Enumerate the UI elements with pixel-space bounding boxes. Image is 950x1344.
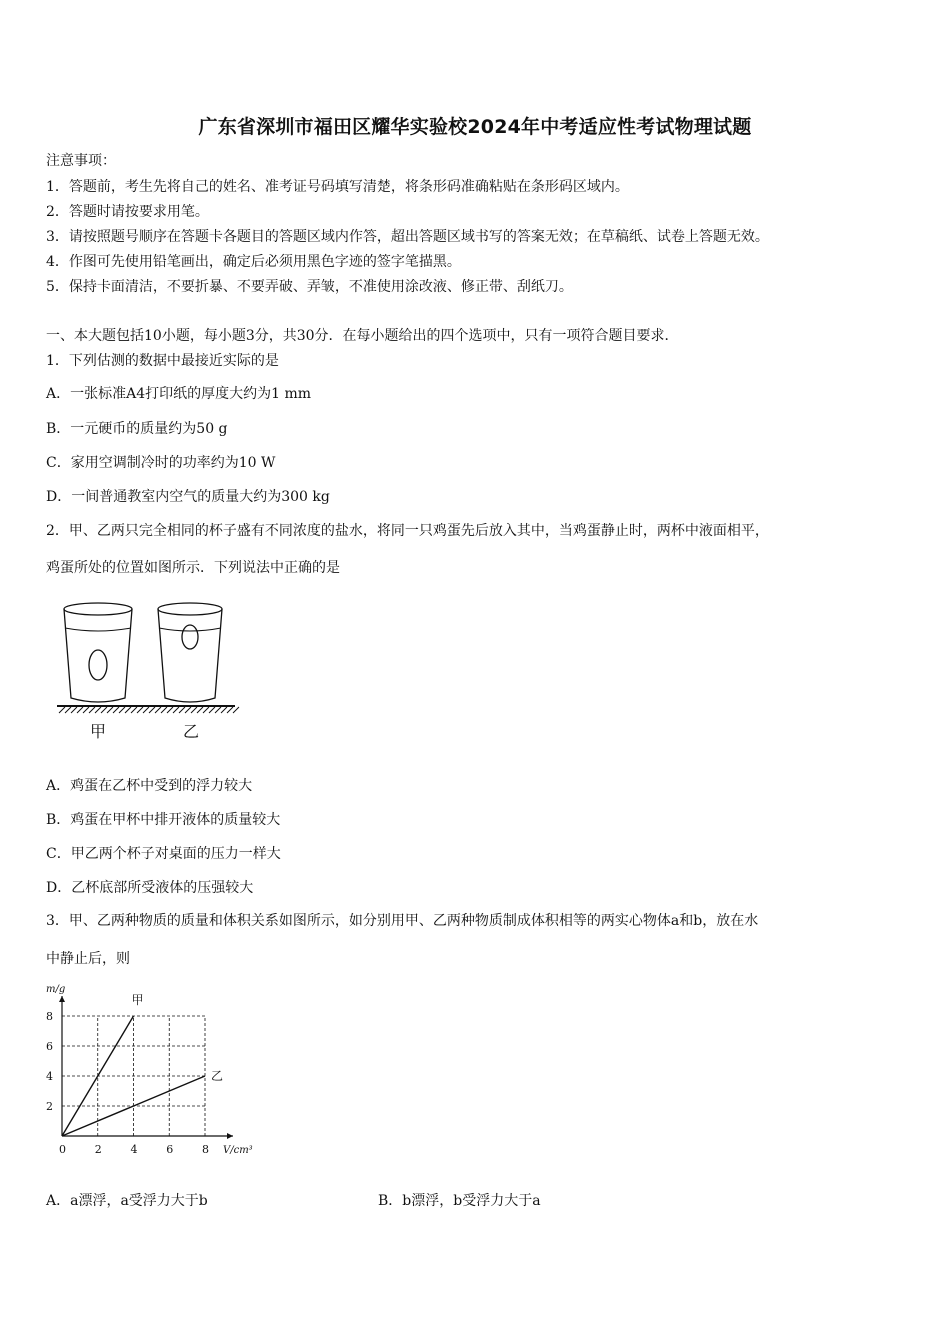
notice-item-2: 2．答题时请按要求用笔。 <box>46 204 209 220</box>
y-tick-label: 2 <box>46 1100 53 1113</box>
y-tick-label: 4 <box>46 1070 53 1083</box>
q3-stem-line2: 中静止后，则 <box>46 951 130 967</box>
y-axis-arrow <box>59 996 65 1002</box>
hatch-stroke <box>215 707 221 713</box>
q3-option-a: A．a漂浮，a受浮力大于b <box>46 1193 208 1209</box>
hatch-stroke <box>101 707 107 713</box>
q2-stem-line1: 2．甲、乙两只完全相同的杯子盛有不同浓度的盐水，将同一只鸡蛋先后放入其中，当鸡蛋静止时，两杯中液面相平， <box>46 523 769 539</box>
q1-option-a: A．一张标准A4打印纸的厚度大约为1 mm <box>46 386 312 402</box>
q2-option-b: B．鸡蛋在甲杯中排开液体的质量较大 <box>46 812 281 828</box>
section-heading: 一、本大题包括10小题，每小题3分，共30分．在每小题给出的四个选项中，只有一项符合题目要求． <box>46 328 679 344</box>
y-axis-label: m/g <box>46 984 66 995</box>
hatch-stroke <box>179 707 185 713</box>
hatch-stroke <box>83 707 89 713</box>
y-tick-label: 8 <box>46 1010 53 1023</box>
cup-yi <box>158 603 222 702</box>
notice-item-5: 5．保持卡面清洁，不要折暴、不要弄破、弄皱，不准使用涂改液、修正带、刮纸刀。 <box>46 279 573 295</box>
q3-option-b: B．b漂浮，b受浮力大于a <box>378 1193 541 1209</box>
x-tick-label: 0 <box>59 1143 66 1156</box>
table-hatching <box>59 707 239 713</box>
hatch-stroke <box>137 707 143 713</box>
mass-volume-chart <box>40 978 270 1168</box>
hatch-stroke <box>155 707 161 713</box>
q1-stem: 1．下列估测的数据中最接近实际的是 <box>46 353 279 369</box>
x-tick-label: 6 <box>166 1143 174 1156</box>
q1-option-d: D．一间普通教室内空气的质量大约为300 kg <box>46 489 330 505</box>
q2-option-a: A．鸡蛋在乙杯中受到的浮力较大 <box>46 778 253 794</box>
notice-item-1: 1．答题前，考生先将自己的姓名、准考证号码填写清楚，将条形码准确粘贴在条形码区域内。 <box>46 179 629 195</box>
hatch-stroke <box>107 707 113 713</box>
hatch-stroke <box>143 707 149 713</box>
hatch-stroke <box>209 707 215 713</box>
hatch-stroke <box>161 707 167 713</box>
x-tick-label: 4 <box>130 1143 138 1156</box>
cups-figure <box>55 596 245 746</box>
hatch-stroke <box>113 707 119 713</box>
notice-item-3: 3．请按照题号顺序在答题卡各题目的答题区域内作答，超出答题区域书写的答案无效；在草稿纸、试卷上答题无效。 <box>46 229 769 245</box>
egg-in-jia <box>89 650 107 680</box>
q2-option-d: D．乙杯底部所受液体的压强较大 <box>46 880 254 896</box>
label-yi: 乙 <box>183 722 200 741</box>
q1-option-b: B．一元硬币的质量约为50 g <box>46 421 228 437</box>
hatch-stroke <box>59 707 65 713</box>
cup-jia <box>64 603 132 702</box>
hatch-stroke <box>95 707 101 713</box>
egg-in-yi <box>182 625 198 649</box>
hatch-stroke <box>203 707 209 713</box>
hatch-stroke <box>167 707 173 713</box>
y-tick-label: 6 <box>46 1040 53 1053</box>
x-tick-label: 2 <box>94 1143 102 1156</box>
hatch-stroke <box>89 707 95 713</box>
hatch-stroke <box>221 707 227 713</box>
q3-stem-line1: 3．甲、乙两种物质的质量和体积关系如图所示，如分别用甲、乙两种物质制成体积相等的两实心物体a和b，放在水 <box>46 913 759 929</box>
hatch-stroke <box>77 707 83 713</box>
series-label-yi: 乙 <box>211 1069 224 1083</box>
hatch-stroke <box>119 707 125 713</box>
hatch-stroke <box>197 707 203 713</box>
hatch-stroke <box>65 707 71 713</box>
q1-option-c: C．家用空调制冷时的功率约为10 W <box>46 455 276 471</box>
notice-item-4: 4．作图可先使用铅笔画出，确定后必须用黑色字迹的签字笔描黑。 <box>46 254 461 270</box>
hatch-stroke <box>191 707 197 713</box>
x-axis-arrow <box>227 1133 233 1139</box>
page-title: 广东省深圳市福田区耀华实验校2024年中考适应性考试物理试题 <box>198 116 752 138</box>
hatch-stroke <box>173 707 179 713</box>
q2-stem-line2: 鸡蛋所处的位置如图所示．下列说法中正确的是 <box>46 560 340 576</box>
hatch-stroke <box>131 707 137 713</box>
hatch-stroke <box>233 707 239 713</box>
hatch-stroke <box>125 707 131 713</box>
notice-heading: 注意事项： <box>46 153 116 169</box>
series-label-jia: 甲 <box>131 993 144 1007</box>
q2-option-c: C．甲乙两个杯子对桌面的压力一样大 <box>46 846 281 862</box>
x-tick-label: 8 <box>202 1143 209 1156</box>
hatch-stroke <box>227 707 233 713</box>
x-axis-label: V/cm³ <box>223 1145 253 1156</box>
hatch-stroke <box>71 707 77 713</box>
hatch-stroke <box>185 707 191 713</box>
label-jia: 甲 <box>90 722 107 741</box>
hatch-stroke <box>149 707 155 713</box>
